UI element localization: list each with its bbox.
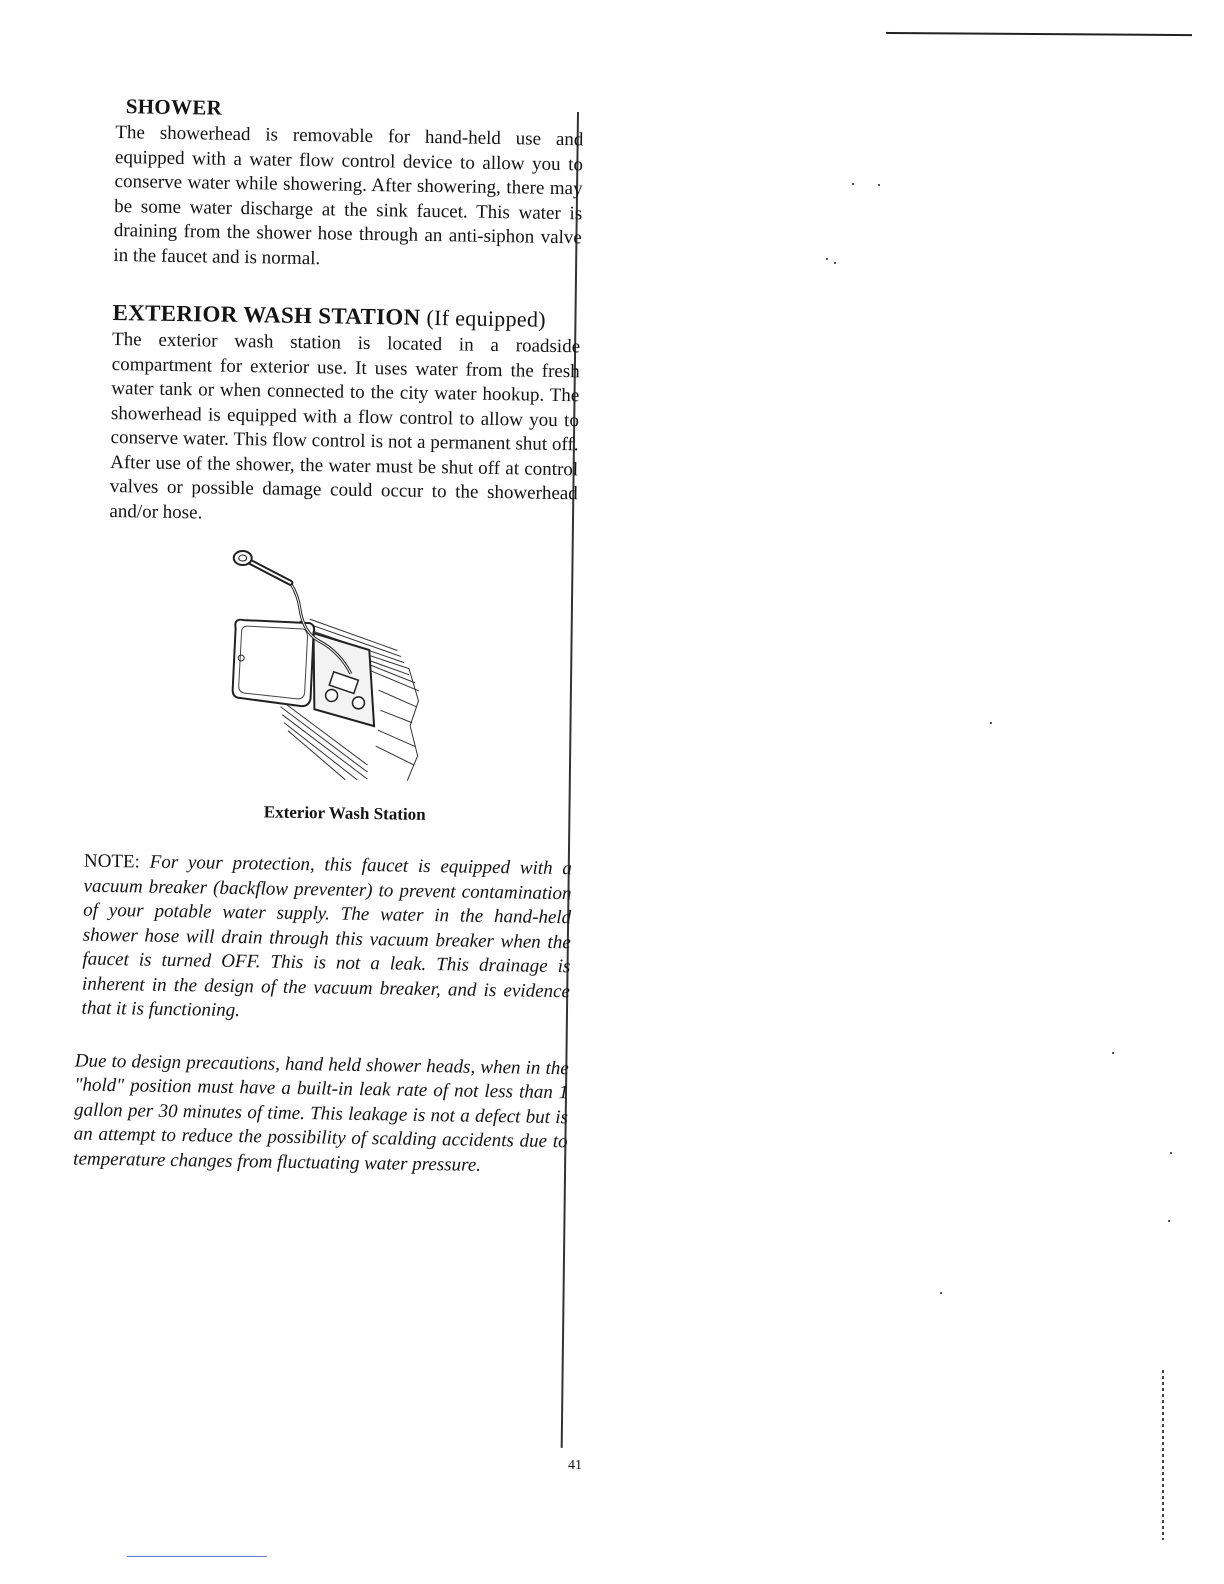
scan-speck <box>940 1292 942 1294</box>
scan-speck <box>826 258 828 260</box>
note-paragraph <box>81 850 572 1029</box>
bottom-rule <box>127 1556 267 1557</box>
exterior-wash-station-figure <box>105 546 577 785</box>
page-number: 41 <box>568 1458 582 1473</box>
exterior-wash-heading-suffix: (If equipped) <box>426 304 547 332</box>
figure-caption: Exterior Wash Station <box>263 802 426 824</box>
showerhead-icon <box>234 551 252 565</box>
text-column <box>73 94 584 1179</box>
faucet-handle-left <box>325 689 337 701</box>
leak-rate-paragraph: Due to design precautions, hand held shower heads, when in the "hold" position must have a built-in leak rate of not less than 1 gallon per 30 minutes of time. This leakage is not a defect but is an attempt to reduce the possibility of scalding accidents due to temperature changes from fluctuating water pressure. <box>73 1049 569 1176</box>
scan-edge-mark <box>1162 1370 1164 1540</box>
note-label: NOTE: <box>83 850 141 873</box>
scan-speck <box>852 183 854 185</box>
exterior-wash-station-illustration <box>217 548 441 783</box>
shower-paragraph: The showerhead is removable for hand-held use and equipped with a water flow control device to allow you to conserve water while showering. After showering, there may be some water discharge at the sink faucet. This water is draining from the shower hose through an anti-siphon valve in the faucet and is normal. <box>113 121 584 269</box>
top-rule <box>886 32 1192 36</box>
note-text: For your protection, this faucet is equipped with a vacuum breaker (backflow preventer) to prevent contamination of your potable water supply. The water in the hand-held shower hose will drain through this vacuum breaker when the faucet is turned OFF. This is not a leak. This drainage is inherent in the design of the vacuum breaker, and is evidence that it is functioning. <box>81 851 573 1022</box>
scan-speck <box>990 722 992 724</box>
faucet-handle-right <box>352 697 364 709</box>
scan-speck <box>834 262 836 264</box>
shower-heading-text: SHOWER <box>125 94 223 120</box>
scan-speck <box>1170 1152 1172 1154</box>
scan-speck <box>878 184 880 186</box>
exterior-wash-paragraph: The exterior wash station is located in a roadside compartment for exterior use. It uses water from the fresh water tank or when connected to the city water hookup. The showerhead is equipped with a flow control to allow you to conserve water. This flow control is not a permanent shut off. After use of the shower, the water must be shut off at control valves or possible damage could occur to the showerhead and/or hose. <box>109 328 581 523</box>
scan-speck <box>1112 1052 1114 1054</box>
exterior-wash-heading-text: EXTERIOR WASH STATION <box>112 299 421 330</box>
scan-speck <box>1168 1220 1170 1222</box>
